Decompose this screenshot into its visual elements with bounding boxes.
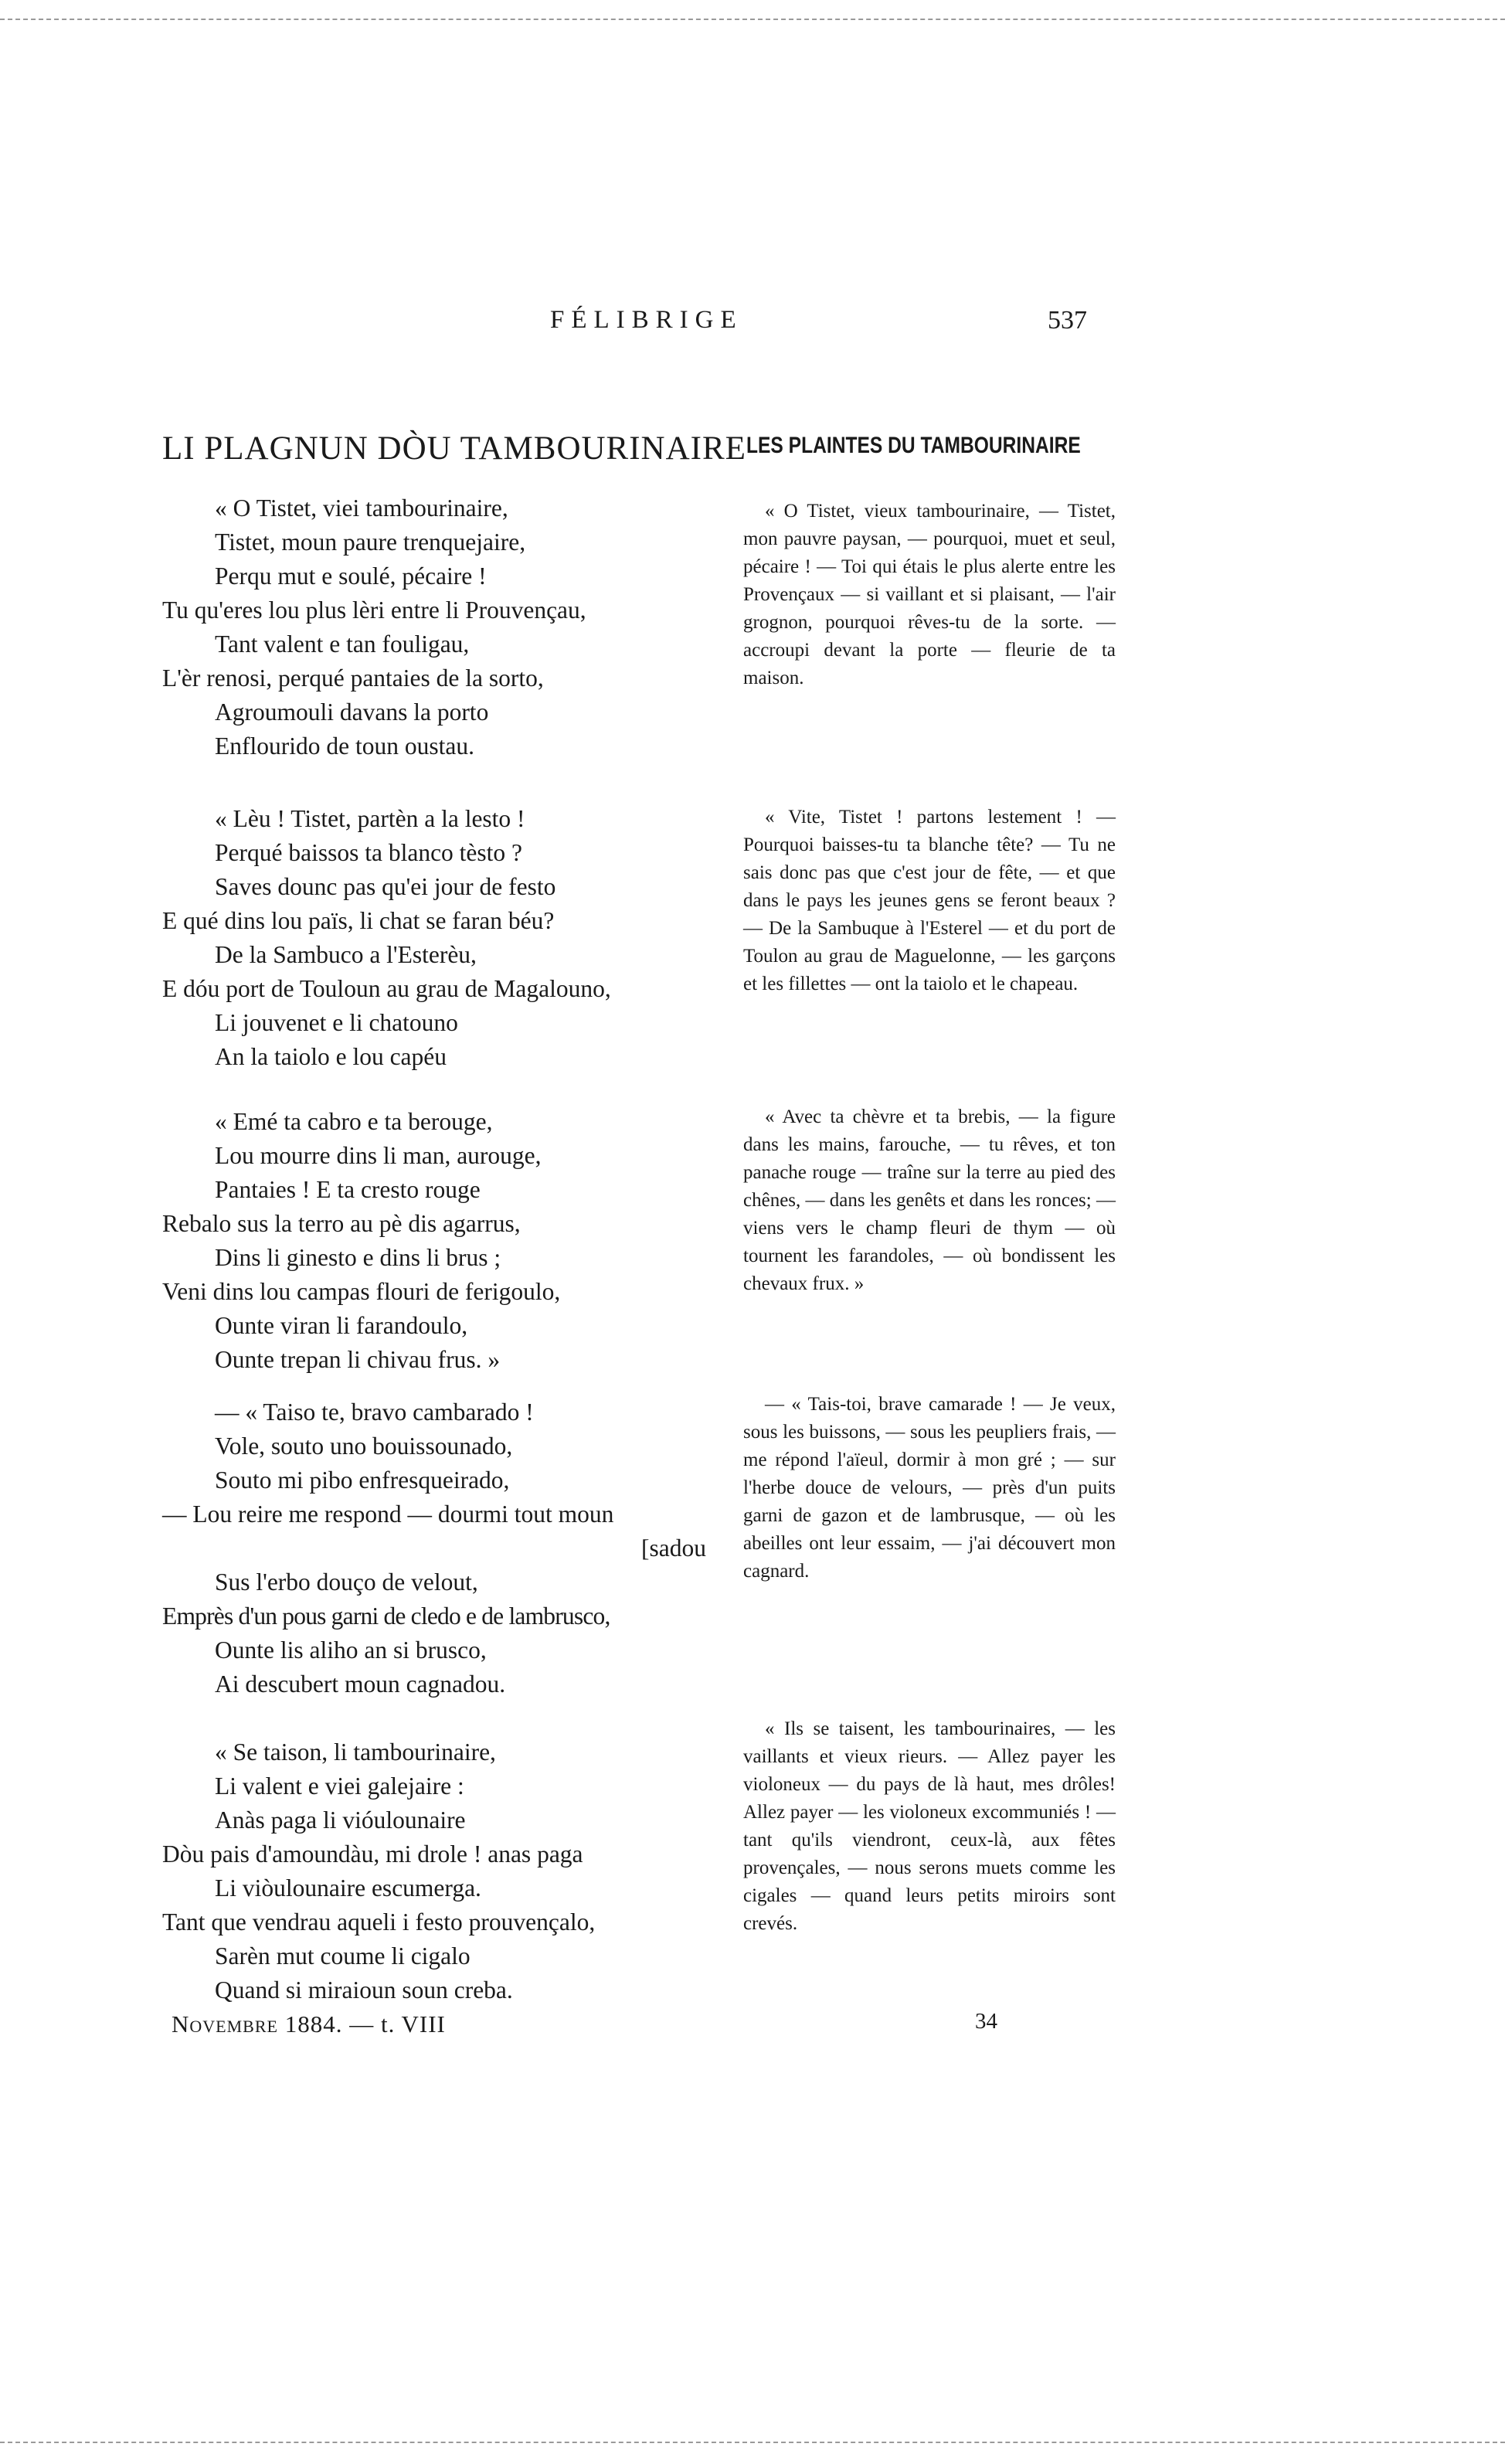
- stanza-2: [162, 802, 719, 1074]
- signature-mark: 34: [975, 2009, 997, 2034]
- verse-line: — « Taiso te, bravo cambarado !: [215, 1399, 534, 1426]
- verse-line: Souto mi pibo enfresqueirado,: [215, 1467, 510, 1494]
- verse-line: Agroumouli davans la porto: [215, 698, 489, 726]
- verse-line: E qué dins lou païs, li chat se faran béu?: [162, 907, 555, 934]
- verse-line: Pantaies ! E ta cresto rouge: [215, 1176, 481, 1203]
- verse-line: Li jouvenet e li chatouno: [215, 1009, 458, 1036]
- running-title: FÉLIBRIGE: [550, 306, 743, 334]
- translation-5: [743, 1715, 1116, 1938]
- verse-line: Veni dins lou campas flouri de ferigoulo,: [162, 1278, 561, 1305]
- verse-line-continuation: [sadou: [641, 1534, 706, 1562]
- verse-line: Dòu pais d'amoundàu, mi drole ! anas paga: [162, 1840, 583, 1868]
- page-number: 537: [1048, 306, 1087, 335]
- translation-2: [743, 804, 1116, 998]
- verse-line: Sarèn mut coume li cigalo: [215, 1942, 471, 1970]
- stanza-3: [162, 1105, 719, 1377]
- verse-line: « Lèu ! Tistet, partèn a la lesto !: [215, 805, 525, 832]
- translation-paragraph: « Avec ta chèvre et ta brebis, — la figure dans les mains, farouche, — tu rêves, et ton panache rouge — traîne sur la terre au pied des chênes, — dans les genêts et dans les ronces; — viens vers le champ fleuri de thym — où tournent les farandoles, — où bondissent les chevaux frux. »: [743, 1106, 1116, 1294]
- translation-paragraph: « Vite, Tistet ! partons lestement ! — Pourquoi baisses-tu ta blanche tête? — Tu ne sais donc pas que c'est jour de fête, — et que dans le pays les jeunes gens se feront beaux ? — De la Sambuque à l'Esterel — et du port de Toulon au grau de Maguelonne, — les garçons et les fillettes — ont la taiolo et le chapeau.: [743, 807, 1116, 994]
- verse-line: L'èr renosi, perqué pantaies de la sorto,: [162, 664, 544, 692]
- poem-title: LI PLAGNUN DÒU TAMBOURINAIRE: [162, 430, 746, 467]
- verse-line: « Se taison, li tambourinaire,: [215, 1738, 496, 1766]
- verse-line: De la Sambuco a l'Esterèu,: [215, 941, 477, 968]
- verse-line: Li valent e viei galejaire :: [215, 1772, 464, 1800]
- verse-line: Vole, souto uno bouissounado,: [215, 1433, 513, 1460]
- translation-paragraph: « O Tistet, vieux tambourinaire, — Tistet, mon pauvre paysan, — pourquoi, muet et seul, pécaire ! — Toi qui étais le plus alerte entre les Provençaux — si vaillant et si plaisant, — l'air grognon, pourquoi rêves-tu de la sorte. — accroupi devant la porte — fleurie de ta maison.: [743, 501, 1116, 688]
- verse-line: Sus l'erbo douço de velout,: [215, 1568, 478, 1596]
- verse-line: Quand si miraioun soun creba.: [215, 1976, 513, 2003]
- verse-line: Perqué baissos ta blanco tèsto ?: [215, 839, 523, 866]
- verse-line: Tant que vendrau aqueli i festo prouvençalo,: [162, 1908, 596, 1936]
- verse-line: « Emé ta cabro e ta berouge,: [215, 1108, 493, 1135]
- stanza-5: [162, 1735, 719, 2007]
- verse-line: Emprès d'un pous garni de cledo e de lambrusco,: [162, 1602, 610, 1630]
- verse-line: Lou mourre dins li man, aurouge,: [215, 1142, 542, 1169]
- translation-1: [743, 498, 1116, 692]
- running-head: [0, 306, 1505, 345]
- verse-line: Dins li ginesto e dins li brus ;: [215, 1244, 501, 1271]
- translation-title: LES PLAINTES DU TAMBOURINAIRE: [746, 433, 1081, 458]
- bottom-scan-edge: [0, 2442, 1505, 2443]
- issue-footer: [172, 2010, 446, 2038]
- verse-line: Saves dounc pas qu'ei jour de festo: [215, 873, 556, 900]
- verse-line: An la taiolo e lou capéu: [215, 1043, 447, 1070]
- verse-line: Ounte lis aliho an si brusco,: [215, 1636, 487, 1664]
- translation-paragraph: « Ils se taisent, les tambourinaires, — les vaillants et vieux rieurs. — Allez payer les violoneux — du pays de là haut, mes drôles! Allez payer — les violoneux excommuniés ! — tant qu'ils viendront, ceux-là, aux fêtes provençales, — nous serons muets comme les cigales — quand leurs petits miroirs sont crevés.: [743, 1718, 1116, 1934]
- verse-line: Ounte viran li farandoulo,: [215, 1312, 468, 1339]
- verse-line: Enflourido de toun oustau.: [215, 732, 474, 760]
- verse-line: « O Tistet, viei tambourinaire,: [215, 494, 508, 522]
- verse-line: Ounte trepan li chivau frus. »: [215, 1346, 501, 1373]
- verse-line: Anàs paga li vióulounaire: [215, 1806, 466, 1834]
- verse-line: — Lou reire me respond — dourmi tout moun: [162, 1500, 614, 1528]
- verse-line: Ai descubert moun cagnadou.: [215, 1670, 506, 1698]
- top-scan-edge: [0, 19, 1505, 20]
- stanza-1: [162, 491, 719, 763]
- verse-line: Perqu mut e soulé, pécaire !: [215, 562, 487, 590]
- issue-year-volume: 1884. — t. VIII: [277, 2010, 446, 2037]
- verse-line: Tu qu'eres lou plus lèri entre li Prouvençau,: [162, 596, 586, 624]
- verse-line: Li viòulounaire escumerga.: [215, 1874, 481, 1902]
- issue-month: Novembre: [172, 2010, 278, 2037]
- verse-line: Tant valent e tan fouligau,: [215, 630, 470, 658]
- verse-line: Tistet, moun paure trenquejaire,: [215, 528, 526, 556]
- translation-paragraph: — « Tais-toi, brave camarade ! — Je veux, sous les buissons, — sous les peupliers frais, — me répond l'aïeul, dormir à mon gré ; — sur l'herbe douce de velours, — près d'un puits garni de gazon et de lambrusque, — où les abeilles ont leur essaim, — j'ai découvert mon cagnard.: [743, 1394, 1116, 1582]
- translation-4: [743, 1391, 1116, 1585]
- verse-line: Rebalo sus la terro au pè dis agarrus,: [162, 1210, 521, 1237]
- verse-line: E dóu port de Touloun au grau de Magalouno,: [162, 975, 611, 1002]
- stanza-4: [162, 1395, 719, 1701]
- translation-3: [743, 1103, 1116, 1298]
